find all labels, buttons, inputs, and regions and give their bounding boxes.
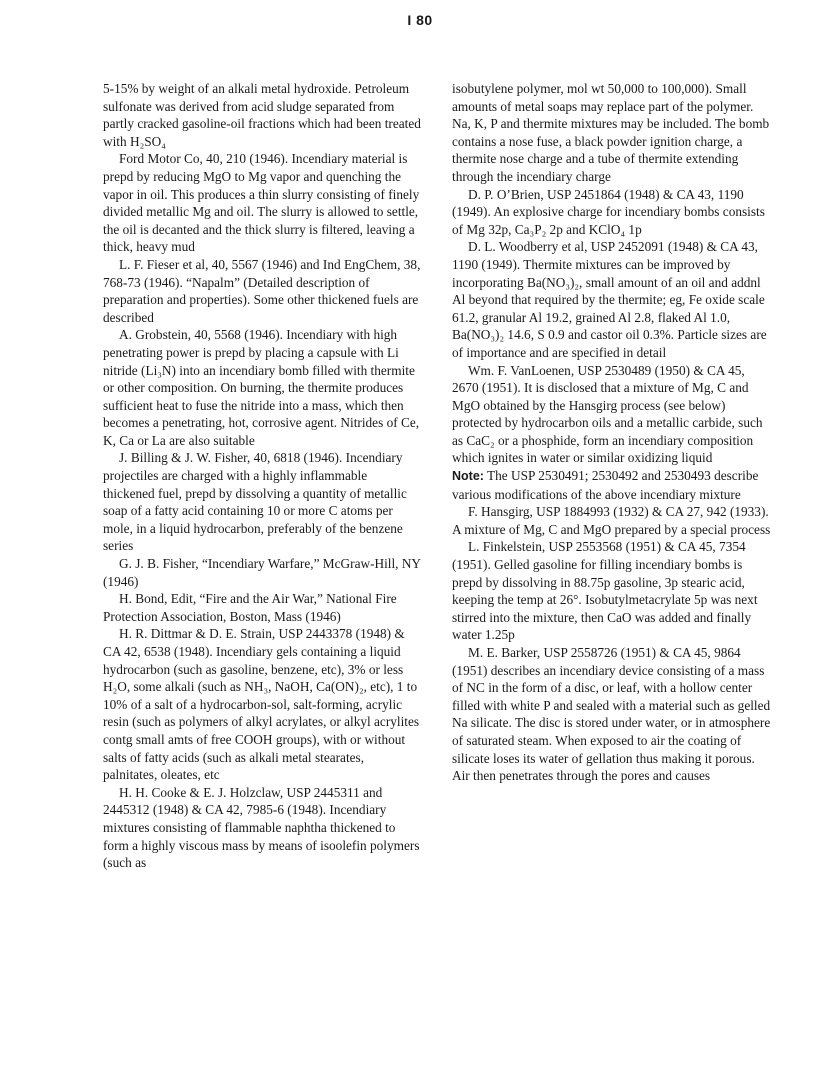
- paragraph: L. Finkelstein, USP 2553568 (1951) & CA 45, 7354 (1951). Gelled gasoline for filling incendiary bombs is prepd by dissolving in 88.75p gasoline, 3p stearic acid, keeping the temp at 26°. Isobutylmetacrylate 5p was next stirred into the mixture, then CaO was added and finally water 1.25p: [452, 539, 758, 643]
- paragraph: L. F. Fieser et al, 40, 5567 (1946) and Ind EngChem, 38, 768-73 (1946). “Napalm” (Detailed description of preparation and properties). Some other thickened fuels are described: [103, 256, 421, 325]
- paragraph: A. Grobstein, 40, 5568 (1946). Incendiary with high penetrating power is prepd by placing a capsule with Li nitride (Li₃N) into an incendiary bomb filled with thermite or other composition. On burning, the thermite produces sufficient heat to fuse the nitride into a mass, which then becomes a penetrating, hot, corrosive agent. Nitrides of Ce, K, Ca or La are also suitable: [103, 327, 420, 448]
- paragraph: F. Hansgirg, USP 1884993 (1932) & CA 27, 942 (1933). A mixture of Mg, C and MgO prepared by a special process: [452, 504, 771, 537]
- paragraph: H. H. Cooke & E. J. Holzclaw, USP 2445311 and 2445312 (1948) & CA 42, 7985-6 (1948). Incendiary mixtures consisting of flammable naphtha thickened to form a highly viscous mass by means of isoolefin polymers (such as: [103, 784, 420, 871]
- page-number: I 80: [407, 12, 433, 28]
- paragraph: D. L. Woodberry et al, USP 2452091 (1948) & CA 43, 1190 (1949). Thermite mixtures can be improved by incorporating Ba(NO₃)₂, small amount of an oil and addnl Al beyond that required by the thermite; eg, Fe oxide scale 61.2, granular Al 19.2, grained Al 2.8, flaked Al 1.0, Ba(NO₃)₂ 14.6, S 0.9 and castor oil 0.3%. Particle sizes are of importance and are specified in detail: [452, 239, 767, 360]
- right-column: [452, 80, 774, 785]
- note-text: The USP 2530491; 2530492 and 2530493 describe various modifications of the above incendiary mixture: [452, 468, 759, 502]
- paragraph: H. Bond, Edit, “Fire and the Air War,” National Fire Protection Association, Boston, Mass (1946): [103, 591, 397, 624]
- paragraph: Ford Motor Co, 40, 210 (1946). Incendiary material is prepd by reducing MgO to Mg vapor and quenching the vapor in oil. This produces a thin slurry consisting of finely divided metallic Mg and oil. The slurry is allowed to settle, the oil is decanted and the thick slurry is filtered, leaving a thick, heavy mud: [103, 151, 420, 255]
- note-label: Note:: [452, 469, 484, 484]
- paragraph: isobutylene polymer, mol wt 50,000 to 100,000). Small amounts of metal soaps may replace part of the polymer. Na, K, P and thermite mixtures may be included. The bomb contains a nose fuse, a black powder ignition charge, a thermite nose charge and a tube of thermite extending through the incendiary charge: [452, 81, 770, 184]
- paragraph: Wm. F. VanLoenen, USP 2530489 (1950) & CA 45, 2670 (1951). It is disclosed that a mixture of Mg, C and MgO obtained by the Hansgirg process (see below) protected by hydrocarbon oils and a metallic carbide, such as CaC₂ or a phosphide, form an incendiary composition which ignites in water or similar oxidizing liquid: [452, 362, 763, 466]
- left-column: [103, 80, 421, 872]
- paragraph: J. Billing & J. W. Fisher, 40, 6818 (1946). Incendiary projectiles are charged with a highly inflammable thickened fuel, prepd by dissolving a quantity of metallic soap of a fatty acid containing 10 or more C atoms per mole, in a liquid hydrocarbon, preferably of the benzene series: [103, 450, 407, 554]
- paragraph: 5-15% by weight of an alkali metal hydroxide. Petroleum sulfonate was derived from acid sludge separated from partly cracked gasoline-oil fractions which had been treated with H₂SO₄: [103, 81, 421, 149]
- paragraph: D. P. O’Brien, USP 2451864 (1948) & CA 43, 1190 (1949). An explosive charge for incendiary bombs consists of Mg 32p, Ca₃P₂ 2p and KClO₄ 1p: [452, 186, 765, 237]
- paragraph: G. J. B. Fisher, “Incendiary Warfare,” McGraw-Hill, NY (1946): [103, 556, 421, 589]
- paragraph: M. E. Barker, USP 2558726 (1951) & CA 45, 9864 (1951) describes an incendiary device consisting of a mass of NC in the form of a disc, or leaf, with a hollow center filled with white P and sealed with a material such as gelled Na silicate. The disc is stored under water, or in atmosphere of saturated steam. When exposed to air the coating of silicate loses its water of gellation thus making it porous. Air then penetrates through the pores and causes: [452, 645, 771, 784]
- note-paragraph: [452, 467, 774, 503]
- paragraph: H. R. Dittmar & D. E. Strain, USP 2443378 (1948) & CA 42, 6538 (1948). Incendiary gels containing a liquid hydrocarbon (such as gasoline, benzene, etc), 3% or less H₂O, some alkali (such as NH₃, NaOH, Ca(ON)₂, etc), 1 to 10% of a salt of a hydrocarbon-sol, salt-forming, acrylic resin (such as polymers of alkyl acrylates, or alkyl acrylites contg small amts of free COOH groups), with or without salts of fatty acids (such as alkali metal stearates, palnitates, oleates, etc: [103, 626, 420, 783]
